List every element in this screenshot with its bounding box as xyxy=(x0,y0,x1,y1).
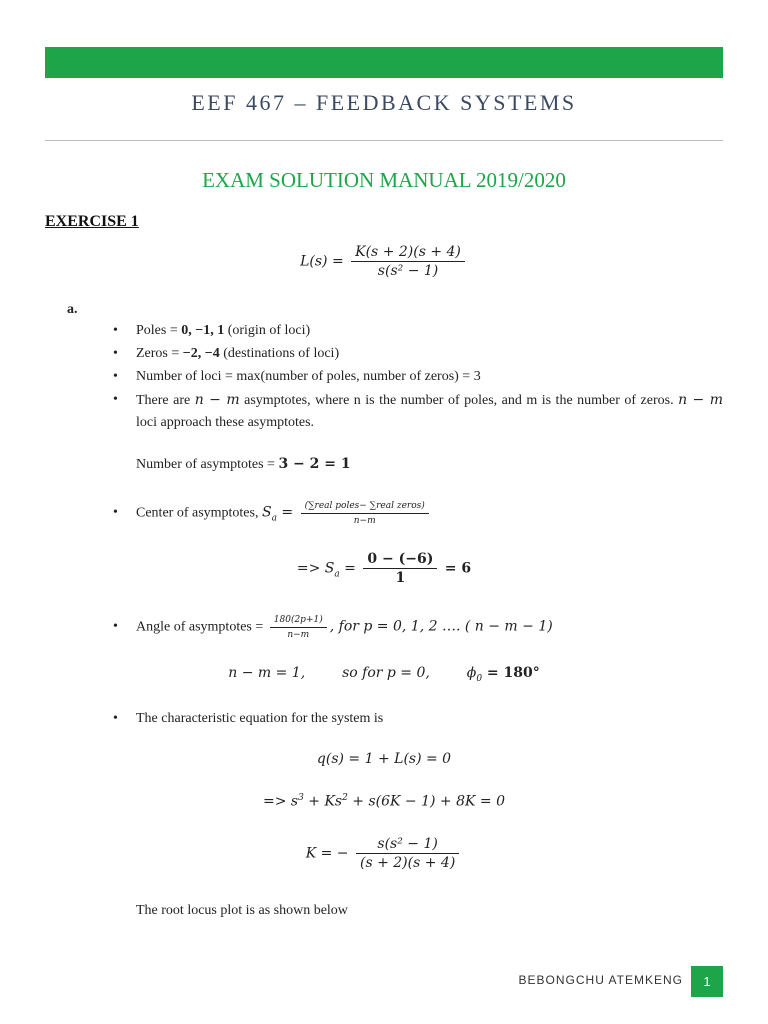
bullet-icon: • xyxy=(113,711,118,726)
k-expr-denominator: (s + 2)(s + 4) xyxy=(359,855,456,871)
zeros-note: (destinations of loci) xyxy=(219,346,340,361)
header-accent-bar xyxy=(45,47,723,78)
angle-label: Angle of asymptotes = xyxy=(136,619,267,635)
center-equals: = xyxy=(276,504,298,521)
k-expr-fraction xyxy=(356,836,459,871)
char-eq2-exp2: 2 xyxy=(342,793,348,803)
char-equation-2 xyxy=(0,793,768,810)
center-label: Center of asymptotes, xyxy=(136,505,262,521)
center-sa-sub: a xyxy=(271,513,277,524)
angle-calc-p: so for p = 0, xyxy=(342,665,430,681)
poles-value: 0, −1, 1 xyxy=(181,323,225,338)
angle-calc-phi: ϕ xyxy=(466,665,477,681)
document-subtitle: EXAM SOLUTION MANUAL 2019/2020 xyxy=(202,168,566,192)
transfer-fn-numerator: K(s + 2)(s + 4) xyxy=(351,244,465,262)
course-title: EEF 467 – FEEDBACK SYSTEMS xyxy=(191,90,577,115)
char-eq-intro: The characteristic equation for the system is xyxy=(136,711,384,726)
angle-tail: , for p = 0, 1, 2 …. ( n − m − 1) xyxy=(329,618,553,635)
poles-label: Poles = xyxy=(136,323,182,338)
angle-numerator: 180(2p+1) xyxy=(270,614,327,628)
k-expr-lhs: K = − xyxy=(305,845,349,862)
root-locus-note: The root locus plot is as shown below xyxy=(136,903,348,918)
loci-count-text: Number of loci = max(number of poles, number of zeros) = 3 xyxy=(136,369,481,384)
exercise-heading: EXERCISE 1 xyxy=(45,213,139,230)
angle-calculation xyxy=(0,665,768,684)
sa-calc-sub: a xyxy=(334,569,340,580)
angle-denominator: n−m xyxy=(287,630,310,640)
center-numerator: (∑real poles− ∑real zeros) xyxy=(301,500,429,514)
center-sa: S xyxy=(261,504,272,521)
page-number: 1 xyxy=(691,966,723,997)
angle-calc-nm: n − m = 1, xyxy=(228,665,306,681)
asym-n-minus-m-2: n − m xyxy=(678,392,723,408)
bullet-icon: • xyxy=(113,505,118,520)
num-asymptotes-value: 3 − 2 = 1 xyxy=(278,456,351,472)
sa-calc-prefix: => S xyxy=(296,560,335,577)
bullet-icon: • xyxy=(113,392,118,407)
poles-note: (origin of loci) xyxy=(224,323,311,338)
num-asymptotes-line xyxy=(136,456,351,473)
k-expr-numerator: s(s² − 1) xyxy=(356,836,459,854)
char-eq2-prefix: => s xyxy=(262,793,299,810)
char-eq2-rest: + s(6K − 1) + 8K = 0 xyxy=(347,793,506,810)
asym-intro-text-2: asymptotes, where n is the number of poles, and m is the number of zeros. xyxy=(239,393,679,408)
transfer-fn-denominator: s(s² − 1) xyxy=(377,263,439,279)
transfer-fn-fraction xyxy=(351,244,465,279)
asym-intro-text-3: loci approach these asymptotes. xyxy=(136,415,315,430)
asym-intro-text-1: There are xyxy=(136,393,195,408)
zeros-label: Zeros = xyxy=(136,346,183,361)
transfer-function-equation xyxy=(0,244,768,279)
footer-author: BEBONGCHU ATEMKENG xyxy=(518,973,683,987)
center-fraction xyxy=(301,500,429,527)
bullet-asymptotes-intro xyxy=(113,389,723,435)
angle-calc-phi-sub: 0 xyxy=(476,673,483,684)
sa-calc-numerator: 0 − (−6) xyxy=(363,551,437,569)
sa-calc-fraction xyxy=(363,551,437,586)
char-eq2-mid: + Ks xyxy=(303,793,343,810)
k-expression xyxy=(0,836,768,871)
sa-calc-result: = 6 xyxy=(444,560,472,577)
asym-n-minus-m: n − m xyxy=(194,392,240,408)
zeros-value: −2, −4 xyxy=(182,346,220,361)
sa-calculation xyxy=(0,551,768,586)
char-equation-1: q(s) = 1 + L(s) = 0 xyxy=(316,751,452,767)
part-a-label: a. xyxy=(67,302,78,317)
transfer-fn-lhs: L(s) = xyxy=(300,253,344,270)
title-divider xyxy=(45,140,723,141)
bullet-icon: • xyxy=(113,369,118,384)
num-asymptotes-label: Number of asymptotes = xyxy=(136,457,279,472)
angle-fraction xyxy=(270,614,327,641)
char-eq2-exp1: 3 xyxy=(298,793,304,803)
center-denominator: n−m xyxy=(353,516,376,526)
bullet-icon: • xyxy=(113,323,118,338)
sa-calc-equals: = xyxy=(339,560,356,577)
bullet-icon: • xyxy=(113,619,118,634)
bullet-icon: • xyxy=(113,346,118,361)
sa-calc-denominator: 1 xyxy=(395,570,406,586)
angle-calc-value: = 180° xyxy=(482,665,540,681)
